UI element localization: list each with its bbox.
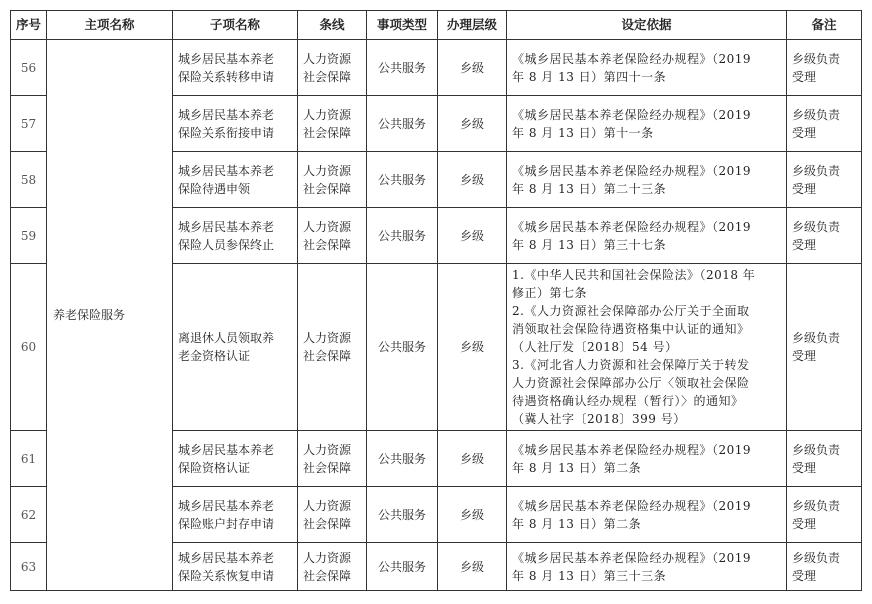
- remark-line: 受理: [792, 125, 817, 140]
- legal-basis-line: 消领取社会保险待遇资格集中认证的通知》: [512, 322, 750, 336]
- row-number: 56: [11, 40, 47, 96]
- business-line-line: 社会保障: [303, 568, 352, 583]
- header-no: 序号: [11, 11, 47, 40]
- item-type: 公共服务: [367, 208, 438, 264]
- remark-line: 受理: [792, 181, 817, 196]
- business-line-line: 人力资源: [303, 219, 352, 234]
- business-line-line: 人力资源: [303, 498, 352, 513]
- legal-basis-line: 3.《河北省人力资源和社会保障厅关于转发: [512, 358, 750, 372]
- business-line: [298, 208, 367, 264]
- item-type: 公共服务: [367, 487, 438, 543]
- legal-basis-line: 待遇资格确认经办规程（暂行）〉的通知》: [512, 394, 744, 408]
- table-row: [11, 40, 862, 96]
- business-line-line: 人力资源: [303, 107, 352, 122]
- business-line-line: 社会保障: [303, 69, 352, 84]
- row-number: 59: [11, 208, 47, 264]
- legal-basis-line: 《城乡居民基本养老保险经办规程》（2019: [512, 51, 752, 66]
- sub-item-name-line: 保险关系转移申请: [178, 69, 275, 84]
- legal-basis: [507, 40, 787, 96]
- legal-basis-line: 年 8 月 13 日）第二条: [512, 516, 642, 531]
- handling-level: 乡级: [438, 264, 507, 431]
- row-number: 58: [11, 152, 47, 208]
- business-line: [298, 487, 367, 543]
- legal-basis-line: 年 8 月 13 日）第三十三条: [512, 568, 667, 583]
- business-line-line: 社会保障: [303, 516, 352, 531]
- legal-basis: [507, 264, 787, 431]
- header-row: [11, 11, 862, 40]
- legal-basis: [507, 543, 787, 591]
- row-number: 63: [11, 543, 47, 591]
- business-line: [298, 543, 367, 591]
- legal-basis-line: （人社厅发〔2018〕54 号）: [512, 340, 678, 354]
- legal-basis: [507, 208, 787, 264]
- handling-level: 乡级: [438, 96, 507, 152]
- handling-level: 乡级: [438, 40, 507, 96]
- remark-line: 受理: [792, 349, 817, 363]
- legal-basis: [507, 96, 787, 152]
- legal-basis-line: 2.《人力资源社会保障部办公厅关于全面取: [512, 304, 750, 318]
- business-line-line: 社会保障: [303, 237, 352, 252]
- remark-line: 乡级负责: [792, 442, 841, 457]
- item-type: 公共服务: [367, 40, 438, 96]
- handling-level: 乡级: [438, 543, 507, 591]
- remark-line: 乡级负责: [792, 51, 841, 66]
- row-number: 60: [11, 264, 47, 431]
- business-line-line: 人力资源: [303, 51, 352, 66]
- business-line-line: 人力资源: [303, 442, 352, 457]
- remark: [787, 487, 862, 543]
- handling-level: 乡级: [438, 431, 507, 487]
- business-line: [298, 152, 367, 208]
- sub-item-name-line: 城乡居民基本养老: [178, 550, 275, 565]
- remark-line: 乡级负责: [792, 550, 841, 565]
- handling-level: 乡级: [438, 152, 507, 208]
- remark: [787, 543, 862, 591]
- remark: [787, 96, 862, 152]
- business-line-line: 社会保障: [303, 460, 352, 475]
- legal-basis-line: 年 8 月 13 日）第二十三条: [512, 181, 667, 196]
- business-line: [298, 431, 367, 487]
- remark: [787, 208, 862, 264]
- handling-level: 乡级: [438, 487, 507, 543]
- business-line-line: 人力资源: [303, 331, 352, 345]
- remark: [787, 264, 862, 431]
- sub-item-name-line: 离退休人员领取养: [178, 331, 275, 345]
- sub-item-name-line: 城乡居民基本养老: [178, 219, 275, 234]
- legal-basis-line: 年 8 月 13 日）第三十七条: [512, 237, 667, 252]
- legal-basis: [507, 487, 787, 543]
- remark-line: 乡级负责: [792, 107, 841, 122]
- row-number: 61: [11, 431, 47, 487]
- legal-basis-line: 人力资源社会保障部办公厅〈领取社会保险: [512, 376, 750, 390]
- legal-basis-line: （冀人社字〔2018〕399 号）: [512, 412, 686, 426]
- sub-item-name: [173, 96, 298, 152]
- legal-basis-line: 《城乡居民基本养老保险经办规程》（2019: [512, 550, 752, 565]
- service-items-table: [10, 10, 862, 591]
- legal-basis-line: 修正）第七条: [512, 286, 588, 300]
- item-type: 公共服务: [367, 431, 438, 487]
- header-sub-item: 子项名称: [173, 11, 298, 40]
- sub-item-name: [173, 264, 298, 431]
- business-line: [298, 96, 367, 152]
- item-type: 公共服务: [367, 264, 438, 431]
- header-note: 备注: [787, 11, 862, 40]
- header-basis: 设定依据: [507, 11, 787, 40]
- remark-line: 乡级负责: [792, 331, 841, 345]
- sub-item-name-line: 城乡居民基本养老: [178, 107, 275, 122]
- handling-level: 乡级: [438, 208, 507, 264]
- sub-item-name: [173, 152, 298, 208]
- remark: [787, 40, 862, 96]
- item-type: 公共服务: [367, 543, 438, 591]
- business-line-line: 社会保障: [303, 181, 352, 196]
- remark-line: 受理: [792, 237, 817, 252]
- header-type: 事项类型: [367, 11, 438, 40]
- remark-line: 乡级负责: [792, 219, 841, 234]
- business-line-line: 社会保障: [303, 349, 352, 363]
- sub-item-name-line: 保险人员参保终止: [178, 237, 275, 252]
- sub-item-name: [173, 487, 298, 543]
- sub-item-name-line: 城乡居民基本养老: [178, 51, 275, 66]
- remark-line: 受理: [792, 568, 817, 583]
- legal-basis-line: 年 8 月 13 日）第四十一条: [512, 69, 667, 84]
- business-line: [298, 264, 367, 431]
- legal-basis-line: 《城乡居民基本养老保险经办规程》（2019: [512, 163, 752, 178]
- remark-line: 受理: [792, 516, 817, 531]
- remark-line: 受理: [792, 69, 817, 84]
- business-line: [298, 40, 367, 96]
- legal-basis-line: 《城乡居民基本养老保险经办规程》（2019: [512, 498, 752, 513]
- sub-item-name-line: 老金资格认证: [178, 349, 251, 363]
- sub-item-name-line: 保险账户封存申请: [178, 516, 275, 531]
- business-line-line: 社会保障: [303, 125, 352, 140]
- item-type: 公共服务: [367, 96, 438, 152]
- legal-basis-line: 1.《中华人民共和国社会保险法》（2018 年: [512, 268, 756, 282]
- remark-line: 受理: [792, 460, 817, 475]
- legal-basis-line: 《城乡居民基本养老保险经办规程》（2019: [512, 219, 752, 234]
- legal-basis: [507, 431, 787, 487]
- header-line: 条线: [298, 11, 367, 40]
- sub-item-name-line: 保险待遇申领: [178, 181, 251, 196]
- legal-basis-line: 《城乡居民基本养老保险经办规程》（2019: [512, 107, 752, 122]
- sub-item-name-line: 保险资格认证: [178, 460, 251, 475]
- sub-item-name-line: 保险关系衔接申请: [178, 125, 275, 140]
- remark-line: 乡级负责: [792, 163, 841, 178]
- sub-item-name-line: 城乡居民基本养老: [178, 163, 275, 178]
- row-number: 57: [11, 96, 47, 152]
- sub-item-name: [173, 543, 298, 591]
- row-number: 62: [11, 487, 47, 543]
- legal-basis-line: 《城乡居民基本养老保险经办规程》（2019: [512, 442, 752, 457]
- legal-basis-line: 年 8 月 13 日）第二条: [512, 460, 642, 475]
- legal-basis-line: 年 8 月 13 日）第十一条: [512, 125, 654, 140]
- sub-item-name-line: 城乡居民基本养老: [178, 498, 275, 513]
- remark: [787, 152, 862, 208]
- sub-item-name: [173, 40, 298, 96]
- business-line-line: 人力资源: [303, 163, 352, 178]
- remark: [787, 431, 862, 487]
- sub-item-name: [173, 431, 298, 487]
- item-type: 公共服务: [367, 152, 438, 208]
- sub-item-name: [173, 208, 298, 264]
- remark-line: 乡级负责: [792, 498, 841, 513]
- main-item-name: 养老保险服务: [47, 40, 173, 591]
- header-main-item: 主项名称: [47, 11, 173, 40]
- sub-item-name-line: 城乡居民基本养老: [178, 442, 275, 457]
- sub-item-name-line: 保险关系恢复申请: [178, 568, 275, 583]
- header-level: 办理层级: [438, 11, 507, 40]
- business-line-line: 人力资源: [303, 550, 352, 565]
- legal-basis: [507, 152, 787, 208]
